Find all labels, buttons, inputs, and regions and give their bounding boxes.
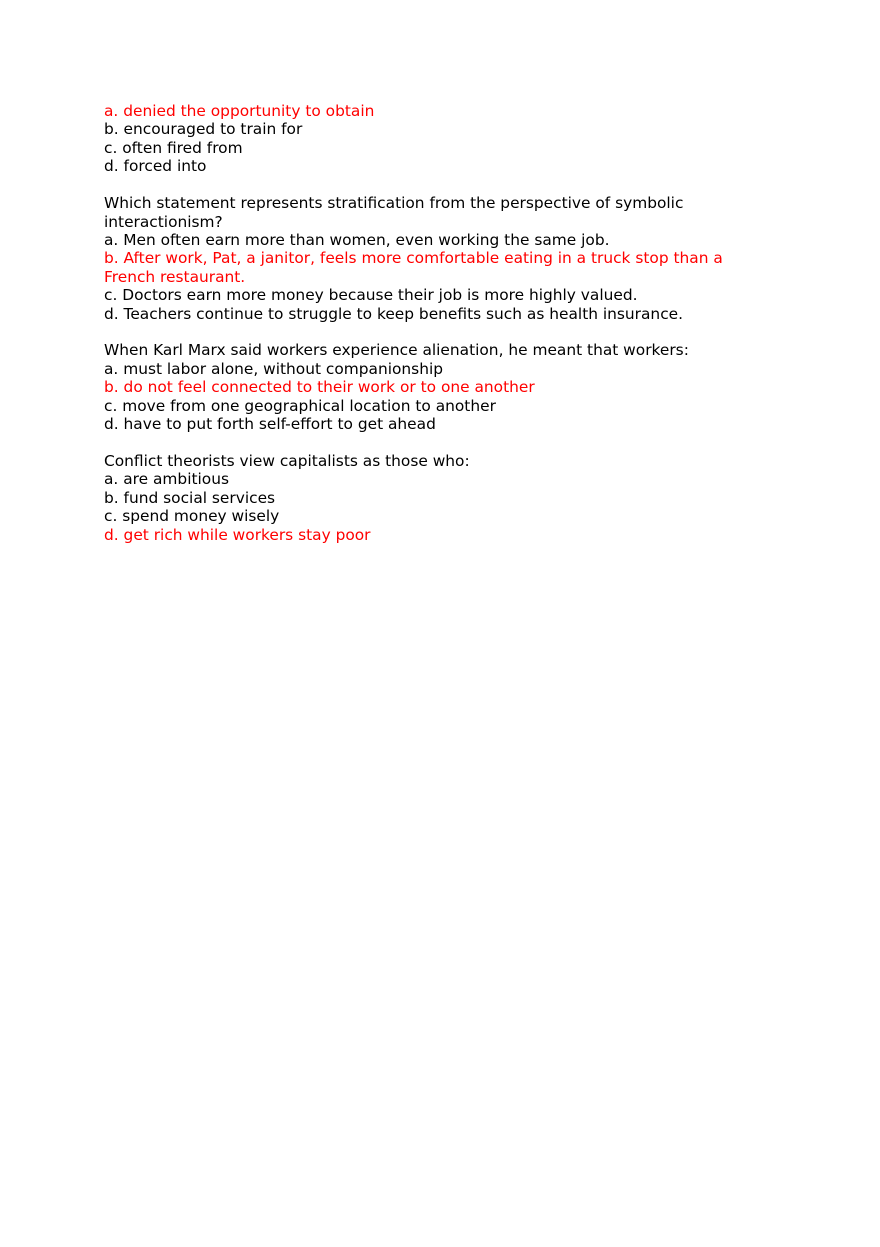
question-stem: Conflict theorists view capitalists as those who: [104, 452, 470, 470]
answer-option-c: c. often fired from [104, 138, 243, 157]
answer-option-a: a. Men often earn more than women, even working the same job. [104, 230, 610, 249]
answer-option-d: d. Teachers continue to struggle to keep benefits such as health insurance. [104, 304, 684, 323]
answer-option-b: b. do not feel connected to their work or to one another [104, 378, 535, 397]
answer-option-a: a. must labor alone, without companionship [104, 359, 443, 378]
question-stem: Which statement represents stratification from the perspective of symbolic interactionism? [104, 194, 684, 231]
answer-option-c: c. spend money wisely [104, 507, 280, 526]
answer-option-d: d. get rich while workers stay poor [104, 525, 371, 544]
answer-option-c: c. Doctors earn more money because their job is more highly valued. [104, 286, 638, 305]
question-block-4 [104, 452, 784, 544]
answer-option-c: c. move from one geographical location to another [104, 396, 496, 415]
answer-option-b: b. encouraged to train for [104, 120, 303, 139]
question-block-3 [104, 341, 784, 433]
paragraph-gap [104, 434, 784, 453]
paragraph-gap [104, 323, 784, 342]
answer-option-a: a. are ambitious [104, 470, 229, 489]
answer-option-d: d. have to put forth self-effort to get ahead [104, 415, 436, 434]
document-page [104, 102, 784, 544]
question-block-1 [104, 102, 784, 176]
question-block-2 [104, 194, 784, 323]
paragraph-gap [104, 176, 784, 195]
answer-option-b: b. fund social services [104, 488, 276, 507]
question-stem: When Karl Marx said workers experience alienation, he meant that workers: [104, 341, 689, 360]
answer-option-a: a. denied the opportunity to obtain [104, 102, 375, 120]
answer-option-d: d. forced into [104, 157, 207, 176]
answer-option-b: b. After work, Pat, a janitor, feels more comfortable eating in a truck stop than a French restaurant. [104, 249, 723, 286]
